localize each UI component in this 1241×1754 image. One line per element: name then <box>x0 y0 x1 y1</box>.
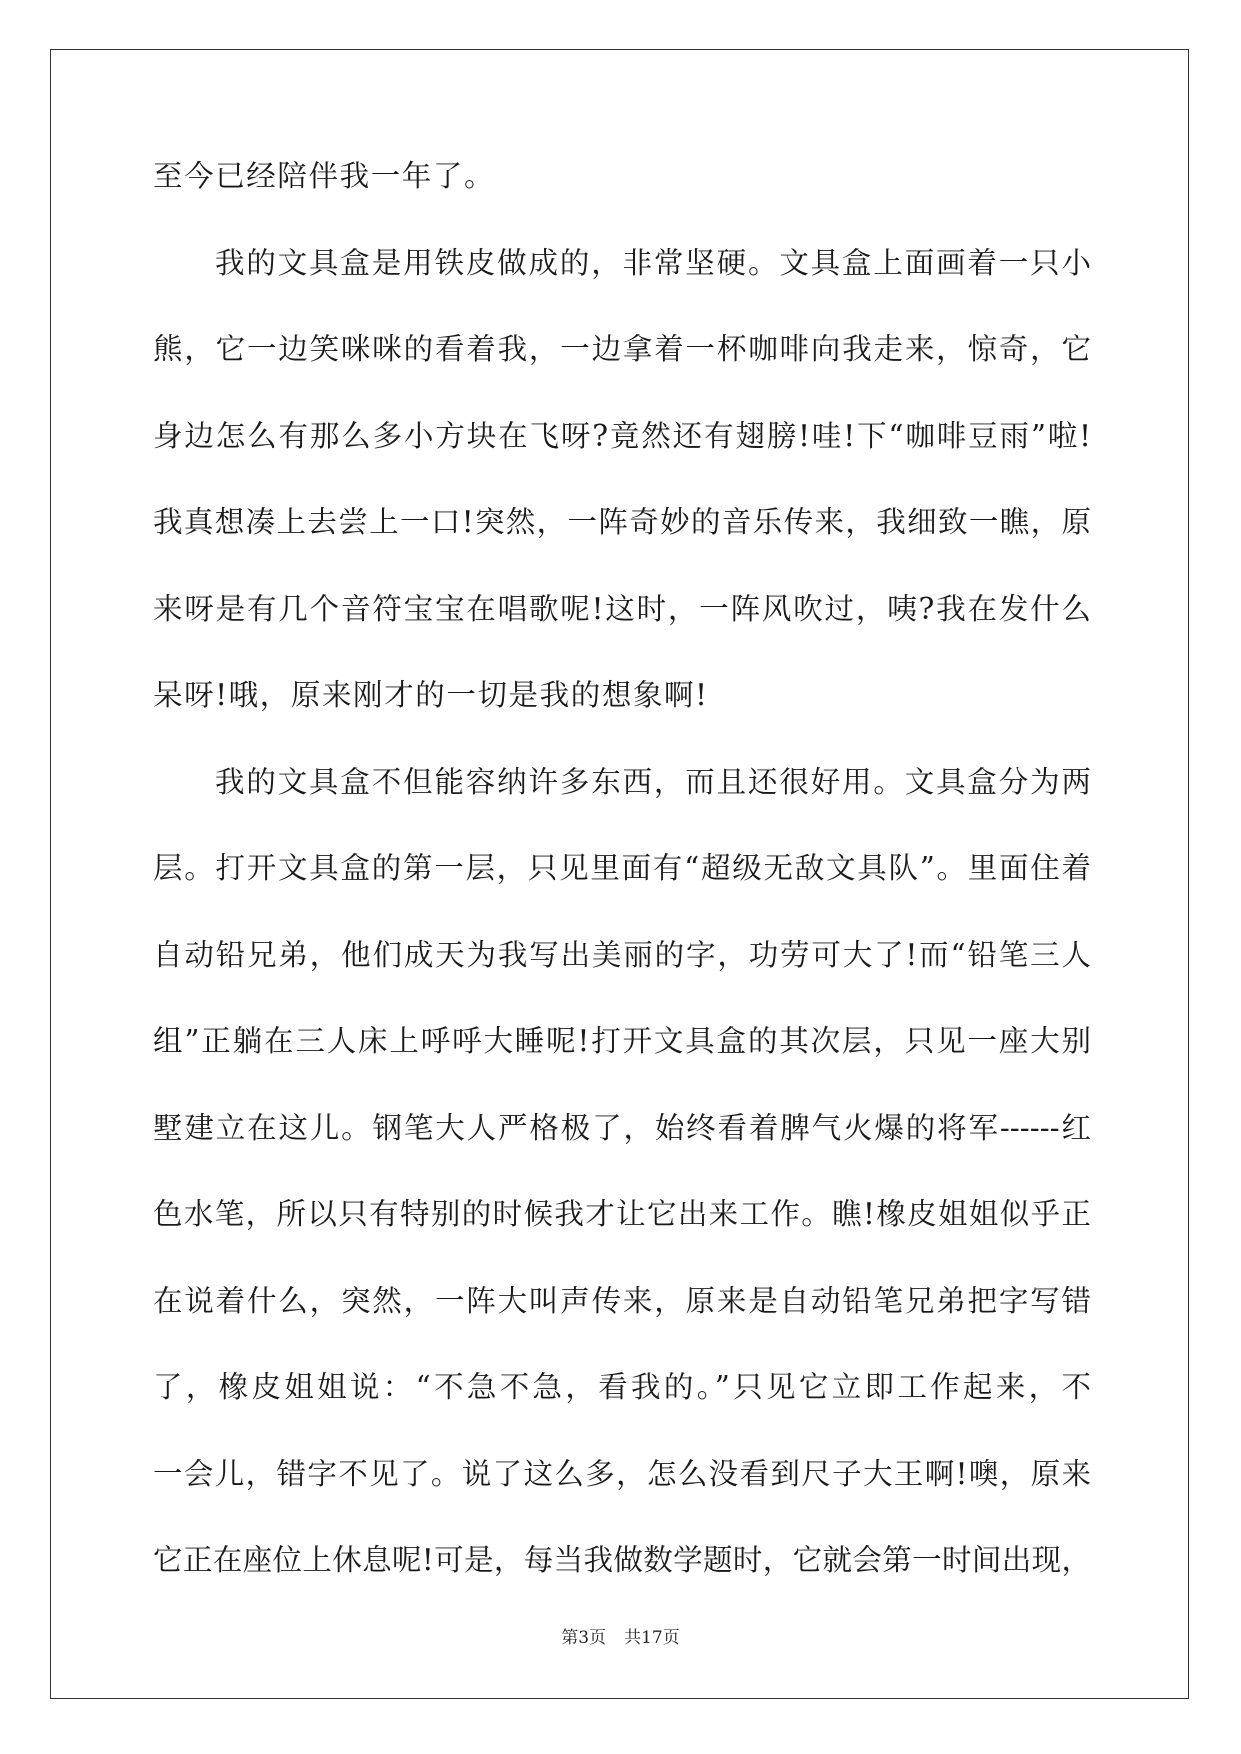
text-line: 它正在座位上休息呢!可是，每当我做数学题时，它就会第一时间出现， <box>153 1543 1091 1577</box>
text-line: 自动铅兄弟，他们成天为我写出美丽的字，功劳可大了!而“铅笔三人 <box>153 937 1091 972</box>
text-line: 在说着什么，突然，一阵大叫声传来，原来是自动铅笔兄弟把字写错 <box>153 1283 1091 1318</box>
page-total: 共17页 <box>624 1628 680 1648</box>
text-line: 墅建立在这儿。钢笔大人严格极了，始终看着脾气火爆的将军------红 <box>153 1110 1091 1145</box>
page-number: 第3页 <box>561 1628 607 1648</box>
page-footer <box>0 1627 1241 1649</box>
text-line: 呆呀!哦，原来刚才的一切是我的想象啊! <box>153 678 709 712</box>
text-line: 我的文具盒不但能容纳许多东西，而且还很好用。文具盒分为两 <box>215 764 1091 799</box>
text-line: 身边怎么有那么多小方块在飞呀?竟然还有翅膀!哇!下“咖啡豆雨”啦! <box>153 418 1091 453</box>
text-line: 层。打开文具盒的第一层，只见里面有“超级无敌文具队”。里面住着 <box>153 851 1091 885</box>
text-line: 至今已经陪伴我一年了。 <box>153 159 496 193</box>
text-line: 来呀是有几个音符宝宝在唱歌呢!这时，一阵风吹过，咦?我在发什么 <box>153 591 1091 626</box>
text-line: 熊，它一边笑咪咪的看着我，一边拿着一杯咖啡向我走来，惊奇，它 <box>153 332 1091 366</box>
text-line: 组”正躺在三人床上呼呼大睡呢!打开文具盒的其次层，只见一座大别 <box>153 1024 1091 1058</box>
document-body <box>153 158 1091 1629</box>
text-line: 我真想凑上去尝上一口!突然，一阵奇妙的音乐传来，我细致一瞧，原 <box>153 505 1091 539</box>
text-line: 了，橡皮姐姐说：“不急不急，看我的。”只见它立即工作起来，不 <box>153 1370 1091 1404</box>
text-line: 色水笔，所以只有特别的时候我才让它出来工作。瞧!橡皮姐姐似乎正 <box>153 1197 1091 1231</box>
text-line: 一会儿，错字不见了。说了这么多，怎么没看到尺子大王啊!噢，原来 <box>153 1456 1091 1491</box>
text-line: 我的文具盒是用铁皮做成的，非常坚硬。文具盒上面画着一只小 <box>215 245 1091 280</box>
